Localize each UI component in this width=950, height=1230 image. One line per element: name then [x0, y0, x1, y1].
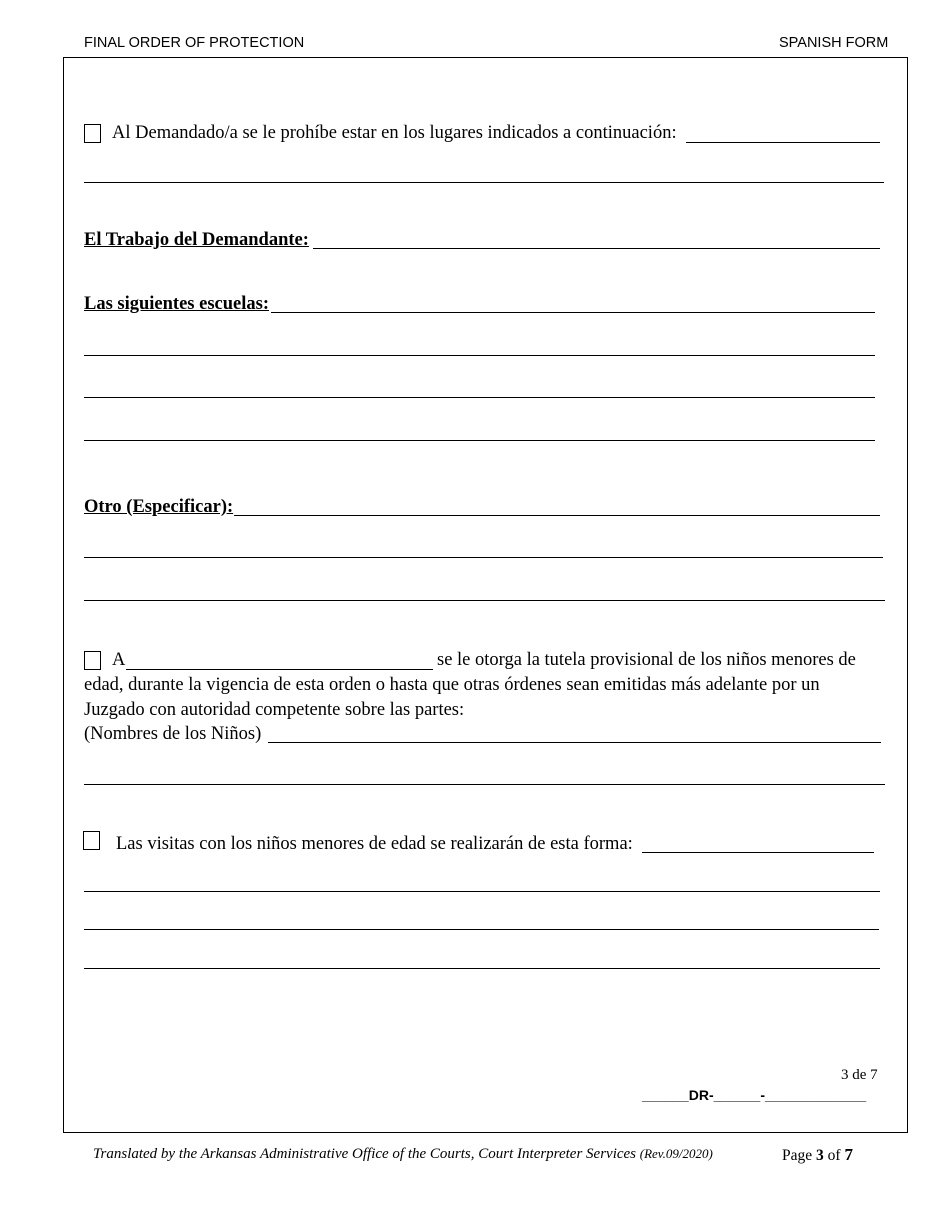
children-names-line[interactable]	[268, 742, 881, 743]
visitation-line[interactable]	[84, 968, 880, 969]
work-line[interactable]	[313, 248, 880, 249]
schools-line[interactable]	[271, 312, 875, 313]
case-number-field[interactable]: ______DR-______-_____________	[642, 1087, 867, 1103]
other-line[interactable]	[84, 600, 885, 601]
page-number: Page 3 of 7	[782, 1145, 853, 1164]
custody-text: se le otorga la tutela provisional de los niños menores de	[437, 650, 856, 670]
prohibited-places-line[interactable]	[84, 182, 884, 183]
page-frame	[63, 57, 908, 1133]
prohibited-places-checkbox[interactable]	[84, 124, 101, 143]
visitation-line[interactable]	[84, 929, 879, 930]
form-language: SPANISH FORM	[779, 35, 889, 51]
other-label: Otro (Especificar):	[84, 497, 234, 517]
children-names-label: (Nombres de los Niños)	[84, 724, 262, 744]
schools-line[interactable]	[84, 397, 875, 398]
translation-credit: Translated by the Arkansas Administrative Office of the Courts, Court Interpreter Services (Rev.09/2020)	[93, 1146, 713, 1162]
work-label: El Trabajo del Demandante:	[84, 230, 309, 250]
form-title: FINAL ORDER OF PROTECTION	[84, 35, 305, 51]
prohibited-places-text: Al Demandado/a se le prohíbe estar en los lugares indicados a continuación:	[112, 123, 677, 143]
page-count: 3 de 7	[841, 1067, 878, 1083]
custody-prefix: A	[112, 650, 126, 670]
other-line[interactable]	[84, 557, 883, 558]
visitation-blank[interactable]	[642, 852, 874, 853]
custody-text: edad, durante la vigencia de esta orden o hasta que otras órdenes sean emitidas más adelante por un	[84, 675, 820, 695]
visitation-text: Las visitas con los niños menores de edad se realizarán de esta forma:	[116, 834, 633, 854]
schools-line[interactable]	[84, 440, 875, 441]
schools-label: Las siguientes escuelas:	[84, 294, 269, 314]
custody-text: Juzgado con autoridad competente sobre las partes:	[84, 700, 465, 720]
other-line[interactable]	[234, 515, 880, 516]
schools-line[interactable]	[84, 355, 875, 356]
visitation-checkbox[interactable]	[83, 831, 100, 850]
prohibited-places-blank[interactable]	[686, 142, 880, 143]
children-names-line[interactable]	[84, 784, 885, 785]
custodian-name-blank[interactable]	[126, 669, 433, 670]
visitation-line[interactable]	[84, 891, 880, 892]
custody-checkbox[interactable]	[84, 651, 101, 670]
